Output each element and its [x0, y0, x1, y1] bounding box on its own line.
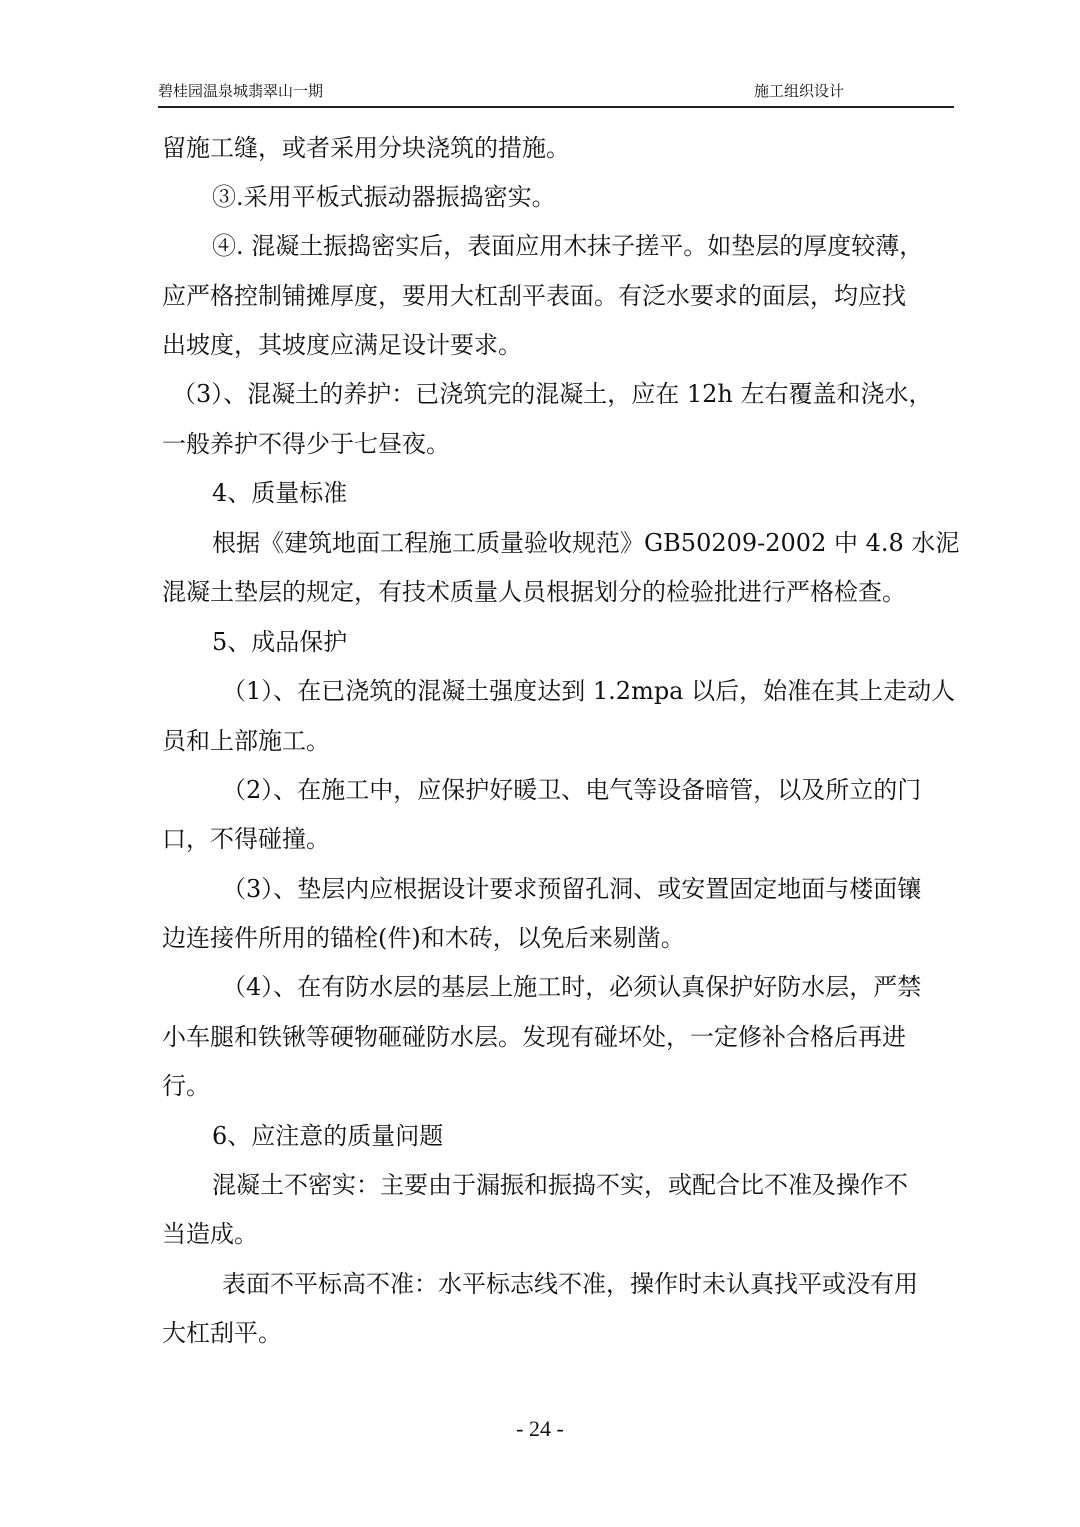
body-line: ③.采用平板式振动器振捣密实。 [212, 183, 556, 211]
body-line: 混凝土不密实：主要由于漏振和振捣不实，或配合比不准及操作不 [212, 1171, 908, 1199]
body-line: 当造成。 [162, 1220, 258, 1248]
body-line: 应严格控制铺摊厚度，要用大杠刮平表面。有泛水要求的面层，均应找 [162, 282, 906, 310]
body-line: ④. 混凝土振捣密实后，表面应用木抹子搓平。如垫层的厚度较薄， [212, 232, 924, 260]
body-line: 口，不得碰撞。 [162, 825, 330, 853]
body-line: 留施工缝，或者采用分块浇筑的措施。 [162, 134, 570, 162]
body-line: （3）、混凝土的养护：已浇筑完的混凝土，应在 12h 左右覆盖和浇水， [172, 380, 933, 408]
section-heading: 6、应注意的质量问题 [212, 1122, 444, 1150]
body-line: 混凝土垫层的规定，有技术质量人员根据划分的检验批进行严格检查。 [162, 578, 906, 606]
body-line: （4）、在有防水层的基层上施工时，必须认真保护好防水层，严禁 [222, 973, 922, 1001]
body-line: 边连接件所用的锚栓(件)和木砖，以免后来剔凿。 [162, 924, 685, 952]
body-line: 出坡度，其坡度应满足设计要求。 [162, 331, 522, 359]
body-line: 一般养护不得少于七昼夜。 [162, 430, 450, 458]
page-header [158, 76, 954, 108]
body-line: （1）、在已浇筑的混凝土强度达到 1.2mpa 以后，始准在其上走动人 [222, 677, 956, 705]
header-document-type: 施工组织设计 [754, 82, 845, 100]
page-number: - 24 - [516, 1416, 564, 1441]
section-heading: 5、成品保护 [212, 628, 348, 656]
body-line: 小车腿和铁锹等硬物砸碰防水层。发现有碰坏处，一定修补合格后再进 [162, 1023, 906, 1051]
body-line: 大杠刮平。 [162, 1319, 282, 1347]
header-project-name: 碧桂园温泉城翡翠山一期 [158, 82, 324, 100]
body-line: （3）、垫层内应根据设计要求预留孔洞、或安置固定地面与楼面镶 [222, 875, 922, 903]
body-line: （2）、在施工中，应保护好暖卫、电气等设备暗管，以及所立的门 [222, 776, 922, 804]
body-line: 根据《建筑地面工程施工质量验收规范》GB50209-2002 中 4.8 水泥 [212, 529, 960, 557]
body-line: 行。 [162, 1072, 210, 1100]
body-line: 表面不平标高不准：水平标志线不准，操作时未认真找平或没有用 [222, 1270, 918, 1298]
body-line: 员和上部施工。 [162, 727, 330, 755]
section-heading: 4、质量标准 [212, 479, 348, 507]
